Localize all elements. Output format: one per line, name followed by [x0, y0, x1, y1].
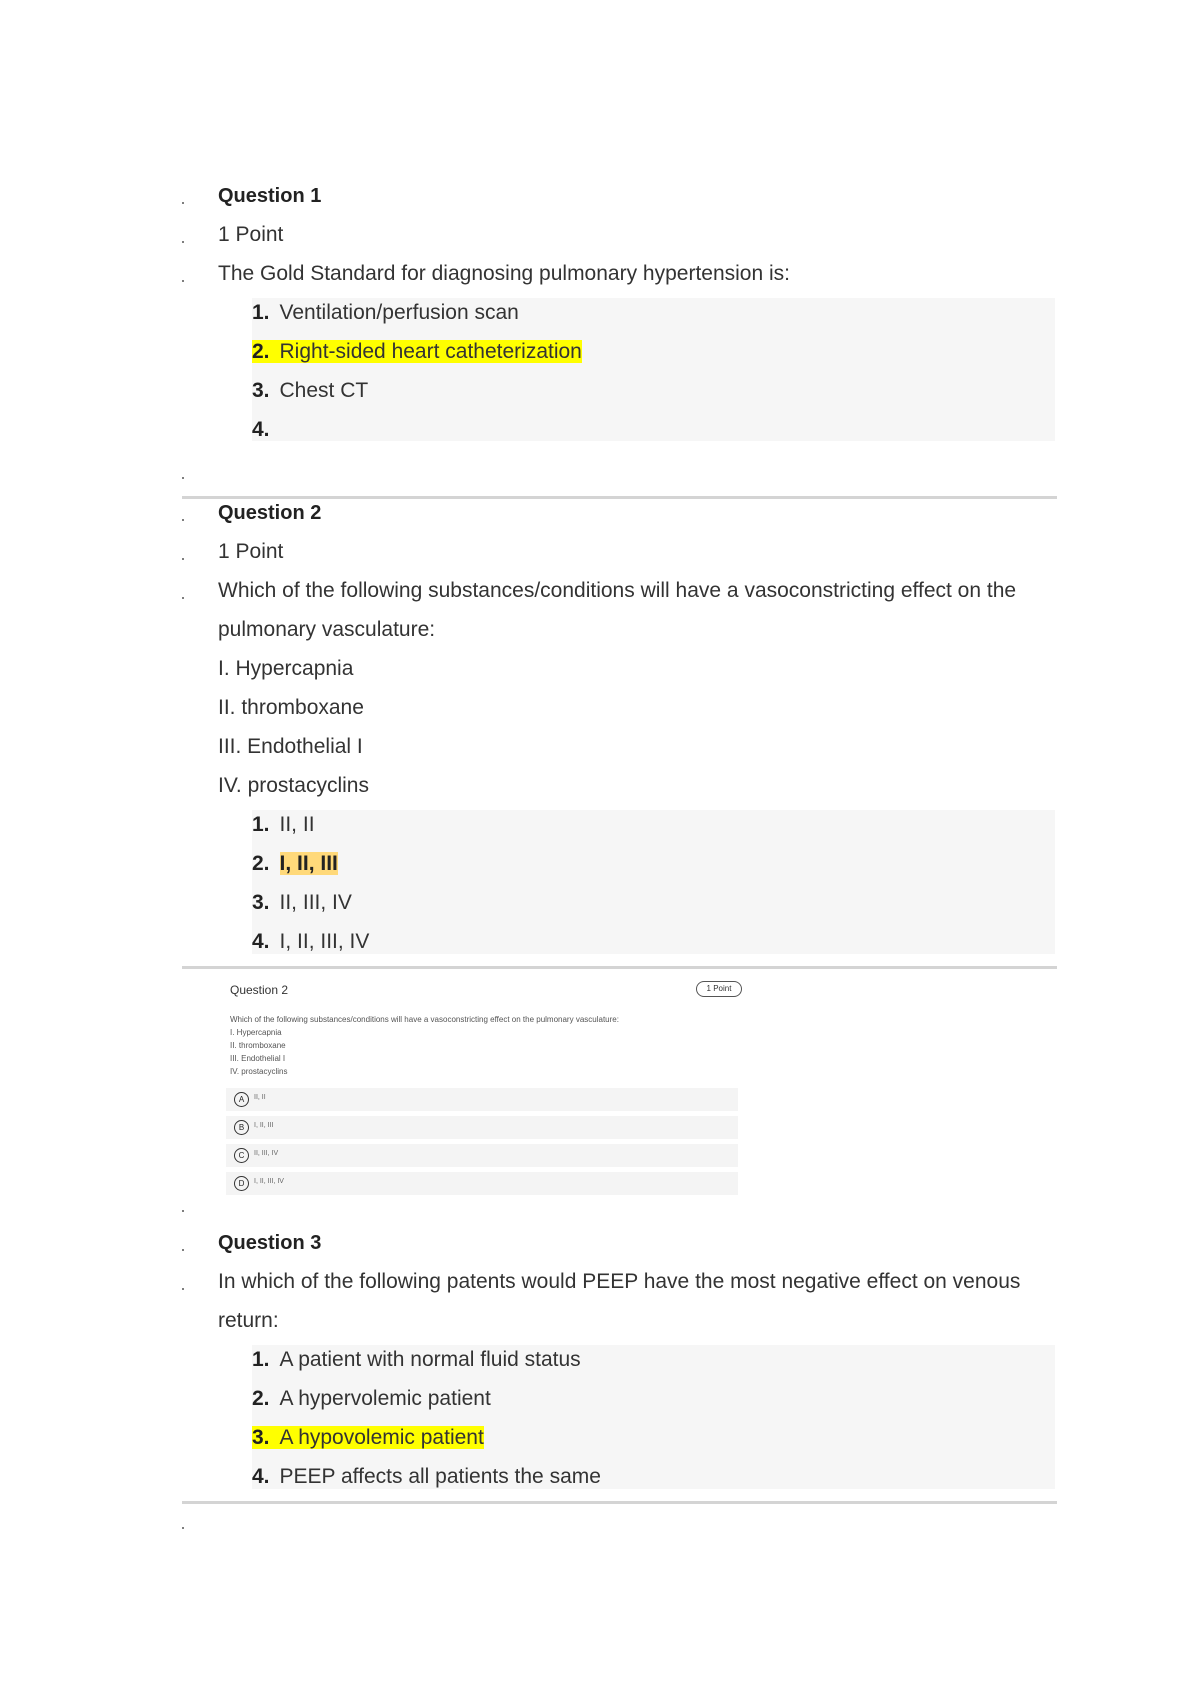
- question-2-points: 1 Point: [218, 540, 284, 563]
- screenshot-prompt: Which of the following substances/conditions will have a vasoconstricting effect on the pulmonary vasculature:: [230, 1015, 619, 1024]
- answer-highlight: [252, 340, 582, 363]
- screenshot-option-text: I, II, III: [254, 1122, 274, 1129]
- question-3-option-1: [252, 1347, 581, 1373]
- screenshot-item: III. Endothelial I: [230, 1054, 286, 1063]
- option-text: PEEP affects all patients the same: [279, 1465, 601, 1488]
- screenshot-option-row: [226, 1172, 738, 1195]
- option-text: A patient with normal fluid status: [279, 1348, 581, 1371]
- list-bullet: [180, 475, 186, 481]
- option-number: 4.: [252, 418, 270, 441]
- option-number: 3.: [252, 379, 270, 402]
- list-bullet: [180, 595, 186, 601]
- option-number: 1.: [252, 1348, 270, 1371]
- list-bullet: [180, 1247, 186, 1253]
- option-number: 1.: [252, 301, 270, 324]
- screenshot-option-text: I, II, III, IV: [254, 1178, 284, 1185]
- question-2-item: I. Hypercapnia: [218, 657, 354, 680]
- divider: [182, 496, 1057, 499]
- question-2-option-3: [252, 890, 352, 916]
- question-2-item: IV. prostacyclins: [218, 774, 369, 797]
- question-2-prompt-line-1: Which of the following substances/conditions will have a vasoconstricting effect on the: [218, 579, 1017, 602]
- question-2-title: Question 2: [218, 502, 322, 524]
- list-bullet: [180, 1286, 186, 1292]
- screenshot-item: II. thromboxane: [230, 1041, 286, 1050]
- option-text: I, II, III, IV: [279, 930, 370, 953]
- screenshot-option-row: [226, 1144, 738, 1167]
- option-text: II, II: [279, 813, 315, 836]
- question-2-item: III. Endothelial I: [218, 735, 363, 758]
- screenshot-option-text: II, II: [254, 1094, 266, 1101]
- question-2-prompt-line-2: pulmonary vasculature:: [218, 618, 436, 641]
- option-letter-icon: A: [234, 1092, 249, 1107]
- question-2-options: [252, 810, 1055, 954]
- screenshot-points-badge: 1 Point: [696, 981, 742, 997]
- option-letter-icon: B: [234, 1120, 249, 1135]
- list-bullet: [180, 278, 186, 284]
- list-bullet: [180, 517, 186, 523]
- option-number: 4.: [252, 1465, 270, 1488]
- screenshot-item: I. Hypercapnia: [230, 1028, 282, 1037]
- list-bullet: [180, 239, 186, 245]
- option-number: 2.: [252, 340, 270, 363]
- question-1-option-2: [252, 339, 582, 365]
- question-2-option-1: [252, 812, 315, 838]
- option-text: Chest CT: [279, 379, 369, 402]
- screenshot-option-row: [226, 1088, 738, 1111]
- question-2-option-2: [252, 851, 338, 877]
- question-1-prompt: The Gold Standard for diagnosing pulmonary hypertension is:: [218, 262, 791, 285]
- question-3-option-2: [252, 1386, 491, 1412]
- option-number: 3.: [252, 891, 270, 914]
- question-1-points: 1 Point: [218, 223, 284, 246]
- divider: [182, 966, 1057, 969]
- list-bullet: [180, 1208, 186, 1214]
- option-number: 1.: [252, 813, 270, 836]
- question-1-option-4: [252, 417, 280, 443]
- option-number: 2.: [252, 1387, 270, 1410]
- option-letter-icon: C: [234, 1148, 249, 1163]
- option-text: Ventilation/perfusion scan: [279, 301, 519, 324]
- list-bullet: [180, 556, 186, 562]
- question-3-option-3: [252, 1425, 484, 1451]
- screenshot-item: IV. prostacyclins: [230, 1067, 288, 1076]
- list-bullet: [180, 200, 186, 206]
- divider: [182, 1501, 1057, 1504]
- question-3-prompt-line-2: return:: [218, 1309, 279, 1332]
- option-text: II, III, IV: [279, 891, 352, 914]
- question-2-item: II. thromboxane: [218, 696, 364, 719]
- option-text: Right-sided heart catheterization: [279, 340, 582, 363]
- option-number: 2.: [252, 852, 270, 875]
- question-3-option-4: [252, 1464, 601, 1490]
- embedded-question-screenshot: [218, 975, 743, 1203]
- answer-highlight: [252, 1426, 484, 1449]
- question-3-prompt-line-1: In which of the following patents would PEEP have the most negative effect on venous: [218, 1270, 1021, 1293]
- screenshot-option-row: [226, 1116, 738, 1139]
- list-bullet: [180, 1525, 186, 1531]
- question-1-title: Question 1: [218, 185, 322, 207]
- question-1-option-3: [252, 378, 368, 404]
- option-letter-icon: D: [234, 1176, 249, 1191]
- option-number: 4.: [252, 930, 270, 953]
- question-3-title: Question 3: [218, 1232, 322, 1254]
- option-text: A hypervolemic patient: [279, 1387, 491, 1410]
- question-2-option-4: [252, 929, 369, 955]
- screenshot-question-title: Question 2: [230, 983, 289, 997]
- option-text: A hypovolemic patient: [279, 1426, 484, 1449]
- option-number: 3.: [252, 1426, 270, 1449]
- option-text: I, II, III: [279, 852, 338, 875]
- question-1-option-1: [252, 300, 519, 326]
- screenshot-option-text: II, III, IV: [254, 1150, 279, 1157]
